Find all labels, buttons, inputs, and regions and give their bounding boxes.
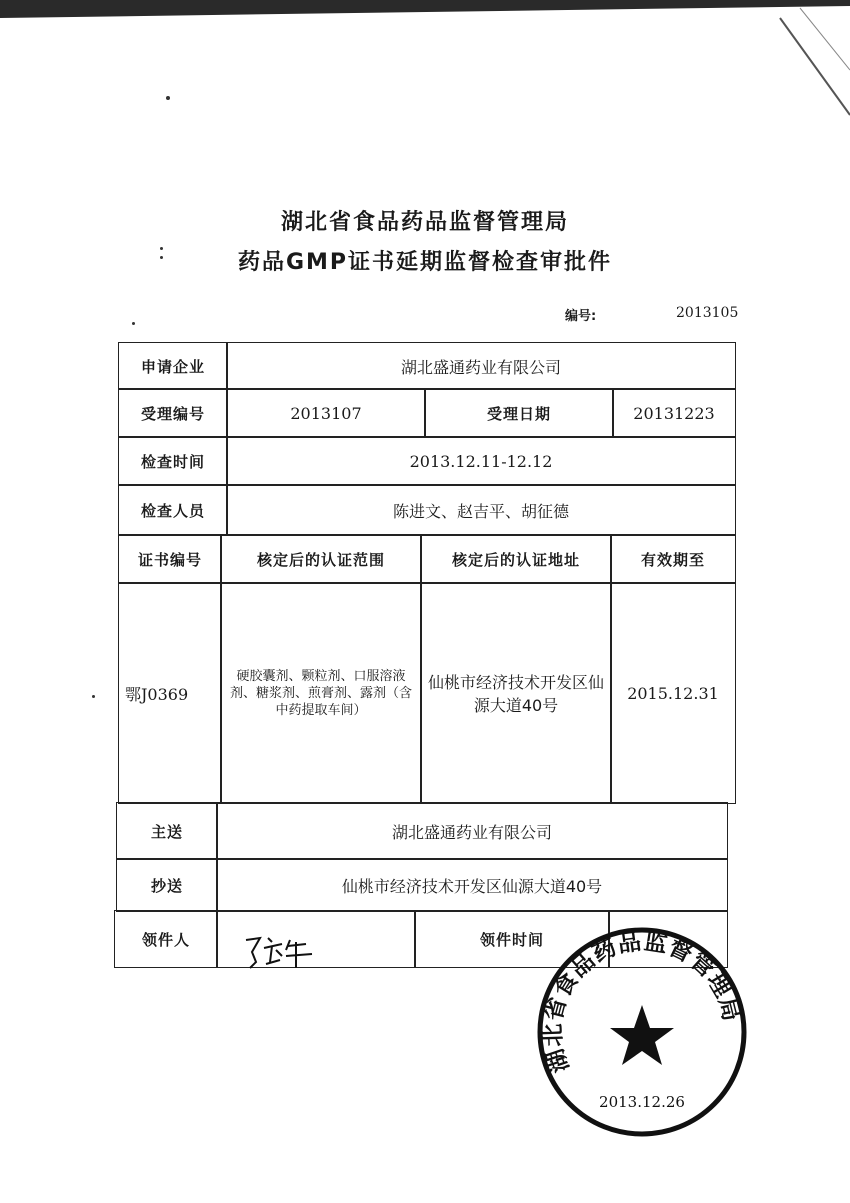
seal-text: 湖北省食品药品监督管理局: [540, 928, 745, 1076]
doc-number-label: 编号:: [565, 309, 597, 324]
accept-no-value: 2013107: [226, 388, 426, 438]
seal-star-icon: [610, 1005, 674, 1065]
document-title-line1: 湖北省食品药品监督管理局: [280, 210, 569, 235]
main-recipient-value: 湖北盛通药业有限公司: [216, 802, 728, 860]
inspect-time-label: 检查时间: [118, 436, 228, 486]
accept-no-label: 受理编号: [118, 388, 228, 438]
receive-time-label: 领件时间: [414, 910, 610, 968]
valid-until-header: 有效期至: [610, 534, 736, 584]
address-header: 核定后的认证地址: [420, 534, 612, 584]
valid-until-value: 2015.12.31: [610, 582, 736, 804]
scan-speck: [132, 322, 135, 325]
inspectors-label: 检查人员: [118, 484, 228, 536]
doc-number-value: 2013105: [676, 305, 739, 321]
applicant-label: 申请企业: [118, 342, 228, 390]
document-title-line2: 药品GMP证书延期监督检查审批件: [237, 250, 613, 275]
receiver-signature: [242, 932, 322, 972]
official-seal: [535, 925, 750, 1140]
cc-value: 仙桃市经济技术开发区仙源大道40号: [216, 858, 728, 912]
inspectors-value: 陈进文、赵吉平、胡征德: [226, 484, 736, 536]
scan-speck: [166, 96, 170, 100]
seal-date: 2013.12.26: [599, 1093, 685, 1111]
accept-date-value: 20131223: [612, 388, 736, 438]
cert-no-value: 鄂J0369: [118, 582, 222, 804]
scope-header: 核定后的认证范围: [220, 534, 422, 584]
cert-no-header: 证书编号: [118, 534, 222, 584]
main-recipient-label: 主送: [116, 802, 218, 860]
accept-date-label: 受理日期: [424, 388, 614, 438]
scope-value: 硬胶囊剂、颗粒剂、口服溶液剂、糖浆剂、煎膏剂、露剂（含中药提取车间）: [220, 582, 422, 804]
receiver-label: 领件人: [114, 910, 218, 968]
inspect-time-value: 2013.12.11-12.12: [226, 436, 736, 486]
scan-speck: [92, 695, 95, 698]
scan-edge-marks: [0, 0, 850, 130]
cc-label: 抄送: [116, 858, 218, 912]
applicant-value: 湖北盛通药业有限公司: [226, 342, 736, 390]
address-value: 仙桃市经济技术开发区仙源大道40号: [420, 582, 612, 804]
